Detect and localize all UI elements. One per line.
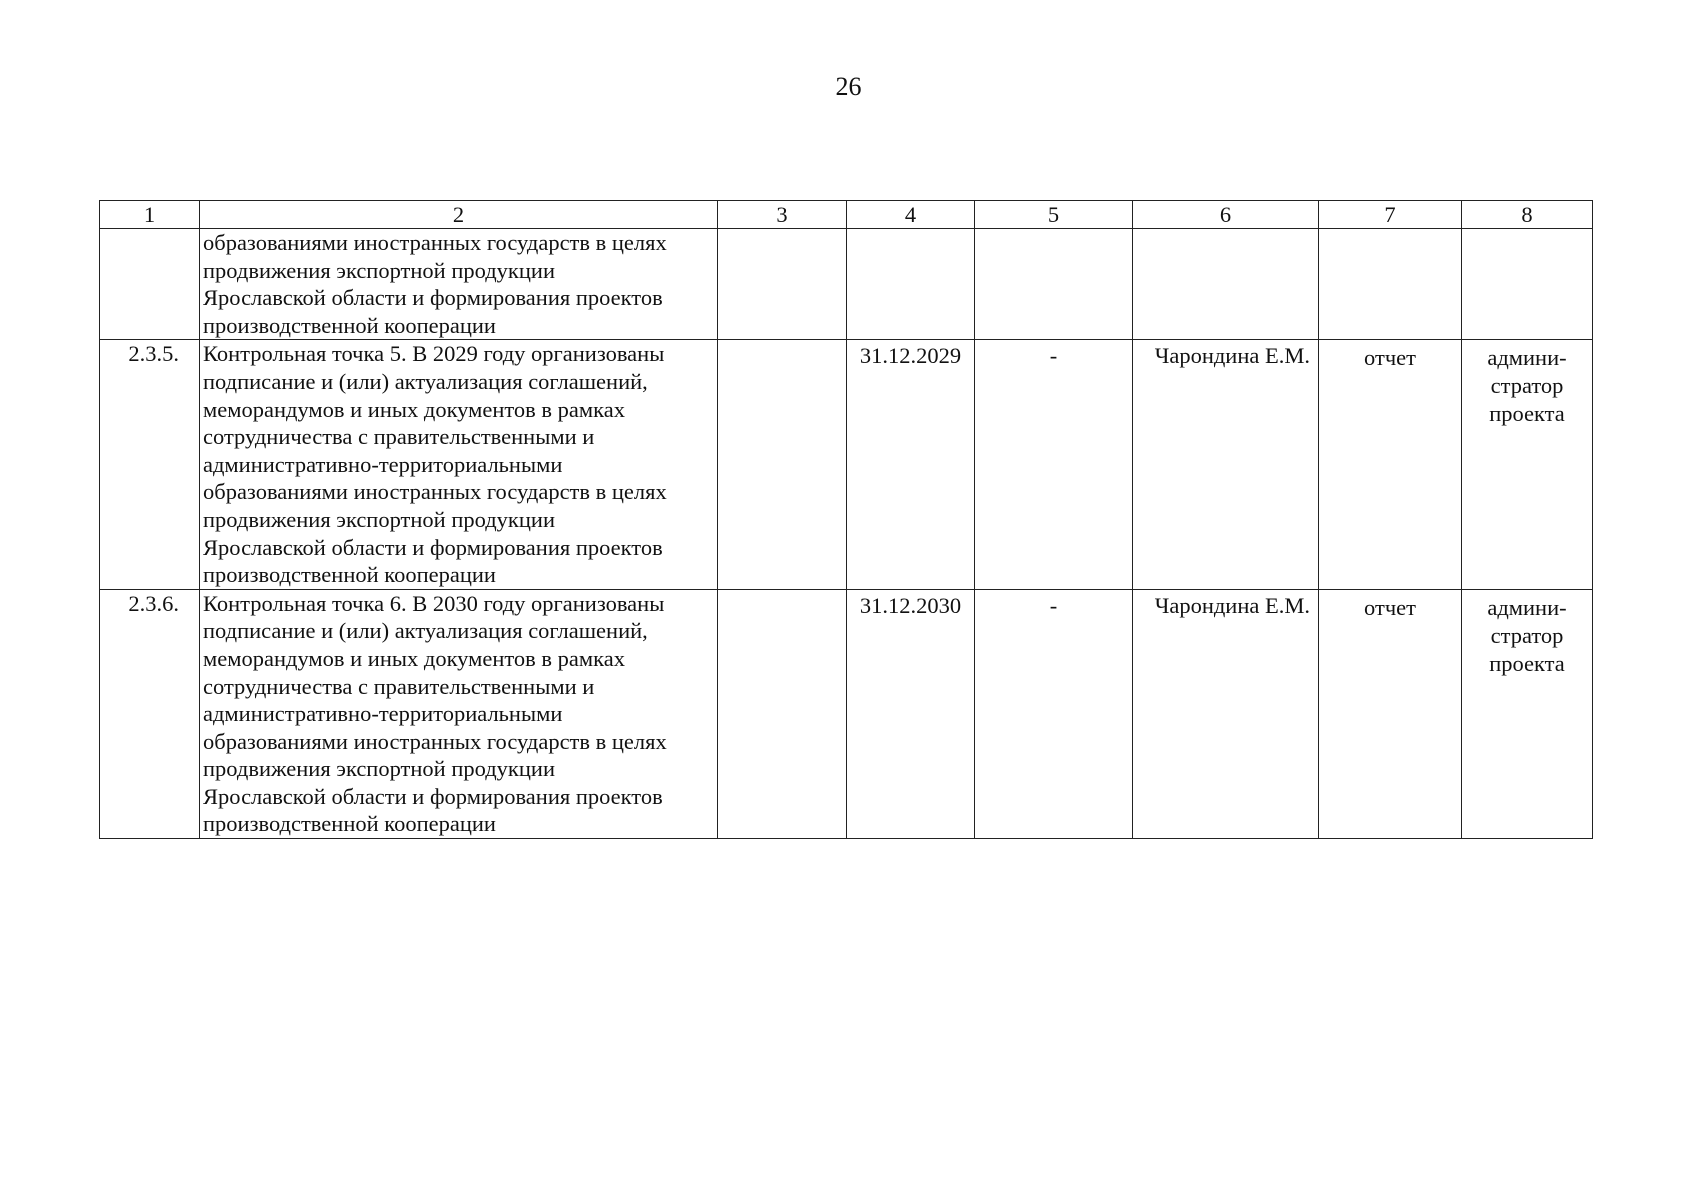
description-line: образованиями иностранных государств в целях: [203, 230, 667, 255]
deadline-date-cell: [847, 229, 975, 340]
role-line: проекта: [1489, 401, 1565, 427]
role-line: админи-: [1487, 594, 1567, 620]
description-line: образованиями иностранных государств в целях: [203, 728, 667, 754]
role-line: админи-: [1487, 345, 1567, 371]
column-5-cell: [975, 229, 1133, 340]
description-line: образованиями иностранных государств в целях: [203, 479, 667, 505]
description-cell: [200, 589, 718, 838]
header-cell-5: 5: [975, 201, 1133, 229]
role-line: стратор: [1490, 622, 1564, 648]
result-form-cell: отчет: [1319, 589, 1462, 838]
column-5-cell: -: [975, 340, 1133, 589]
approver-role-cell: [1462, 340, 1593, 589]
header-cell-7: 7: [1319, 201, 1462, 229]
description-cell: [200, 229, 718, 340]
approver-role-cell: [1462, 229, 1593, 340]
row-number-cell: 2.3.6.: [100, 589, 200, 838]
deadline-date-cell: 31.12.2030: [847, 589, 975, 838]
responsible-person-cell: [1133, 229, 1319, 340]
description-line: сотрудничества с правительственными и: [203, 424, 595, 450]
table-header-row: [100, 201, 1593, 229]
description-line: меморандумов и иных документов в рамках: [203, 645, 625, 671]
table-row: [100, 589, 1593, 838]
description-line: продвижения экспортной продукции: [203, 506, 555, 532]
description-line: меморандумов и иных документов в рамках: [203, 396, 625, 422]
description-line: административно-территориальными: [203, 701, 563, 727]
deadline-date-cell: 31.12.2029: [847, 340, 975, 589]
description-line: Контрольная точка 5. В 2029 году организованы: [203, 341, 665, 367]
row-number-cell: 2.3.5.: [100, 340, 200, 589]
column-5-cell: -: [975, 589, 1133, 838]
control-points-table: [99, 200, 1593, 839]
header-cell-8: 8: [1462, 201, 1593, 229]
role-line: проекта: [1489, 650, 1565, 676]
table-row: [100, 340, 1593, 589]
description-line: Ярославской области и формирования проектов: [203, 285, 663, 311]
approver-role-cell: [1462, 589, 1593, 838]
table-body: [100, 201, 1593, 839]
header-cell-2: 2: [200, 201, 718, 229]
responsible-person-cell: Чарондина Е.М.: [1133, 340, 1319, 589]
description-line: Контрольная точка 6. В 2030 году организованы: [203, 590, 665, 616]
row-number-cell: [100, 229, 200, 340]
role-line: стратор: [1490, 373, 1564, 399]
header-cell-6: 6: [1133, 201, 1319, 229]
responsible-person-cell: Чарондина Е.М.: [1133, 589, 1319, 838]
description-line: сотрудничества с правительственными и: [203, 673, 595, 699]
header-cell-1: 1: [100, 201, 200, 229]
page-number: 26: [835, 72, 862, 101]
table-row: [100, 229, 1593, 340]
description-line: производственной кооперации: [203, 562, 496, 588]
column-3-cell: [718, 340, 847, 589]
header-cell-3: 3: [718, 201, 847, 229]
description-line: Ярославской области и формирования проектов: [203, 783, 663, 809]
description-line: продвижения экспортной продукции: [203, 756, 555, 782]
description-line: продвижения экспортной продукции: [203, 257, 555, 283]
description-line: Ярославской области и формирования проектов: [203, 534, 663, 560]
description-line: подписание и (или) актуализация соглашений,: [203, 368, 648, 394]
result-form-cell: [1319, 229, 1462, 340]
description-line: производственной кооперации: [203, 811, 496, 837]
result-form-cell: отчет: [1319, 340, 1462, 589]
column-3-cell: [718, 229, 847, 340]
header-cell-4: 4: [847, 201, 975, 229]
description-cell: [200, 340, 718, 589]
description-line: административно-территориальными: [203, 451, 563, 477]
description-line: производственной кооперации: [203, 312, 496, 338]
column-3-cell: [718, 589, 847, 838]
description-line: подписание и (или) актуализация соглашений,: [203, 618, 648, 644]
